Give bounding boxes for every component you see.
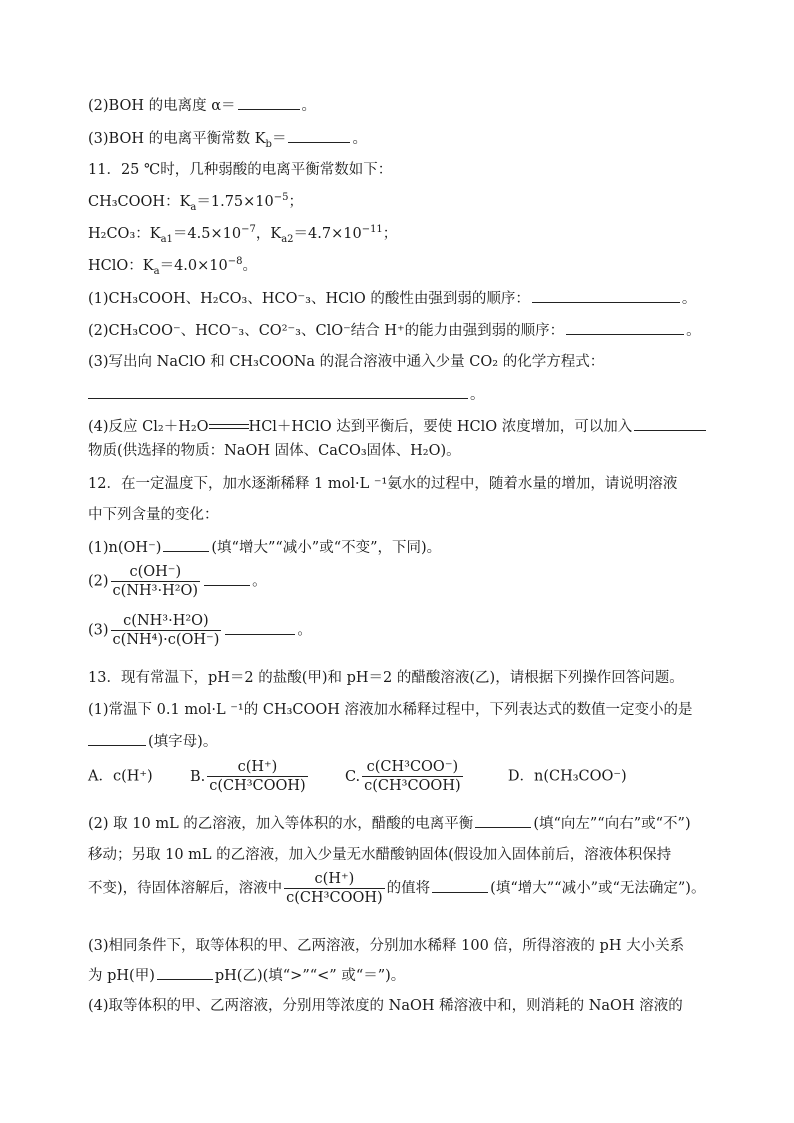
q13-part2-cont: 移动；另取 10 mL 的乙溶液，加入少量无水醋酸钠固体(假设加入固体前后，溶液体积保持	[88, 847, 672, 863]
option-b: B. $\frac{c(H^+)}{\text{c(CH³COOH)}}$	[189, 759, 306, 794]
q13-stem: 13．现有常温下，pH＝2 的盐酸(甲)和 pH＝2 的醋酸溶液(乙)，请根据下列操作回答问题。	[88, 670, 684, 686]
q13-options	[88, 758, 722, 795]
answer-blank[interactable]	[88, 731, 146, 746]
q11-carbonic-ka: H₂CO₃：$K_{a1}=4.5\times 10^{-7}$，$K_{a2}=4.7\times 10^{-11}$；	[88, 224, 398, 245]
answer-blank[interactable]	[634, 416, 706, 431]
q12-part3: (3) $\frac{\text{c(NH³·H²O)}}{\text{c(NH⁴)·c(OH⁻)}}$ 。	[88, 613, 312, 648]
fraction: $\frac{c(H^+)}{\text{c(CH³COOH)}}$	[209, 759, 306, 794]
option-c: C. $\frac{\text{c(CH³COO⁻)}}{\text{c(CH³COOH)}}$	[344, 759, 461, 794]
answer-blank[interactable]	[475, 813, 531, 828]
q11-part1: (1)CH₃COOH、H₂CO₃、HCO⁻₃、HClO 的酸性由强到弱的顺序： 。	[88, 288, 722, 309]
q11-part4-cont: 物质(供选择的物质：NaOH 固体、CaCO₃固体、H₂O)。	[88, 443, 461, 459]
fraction: $\frac{c(OH^-)}{\text{c(NH³·H²O)}}$	[112, 564, 199, 599]
q11-hclo-ka: HClO：$K_a=4.0\times 10^{-8}$。	[88, 256, 257, 277]
answer-blank[interactable]	[88, 384, 468, 399]
q12-stem1: 12．在一定温度下，加水逐渐稀释 1 mol·L ⁻¹氨水的过程中，随着水量的增加，请说明溶液	[88, 476, 678, 492]
answer-blank[interactable]	[566, 320, 684, 335]
q13-part1-cont: (填字母)。	[88, 731, 722, 752]
q13-part3-cont: 为 pH(甲) pH(乙)(填“>”“<” 或“＝”)。	[88, 965, 722, 986]
option-d: D．n(CH₃COO⁻)	[507, 768, 627, 785]
q13-part4: (4)取等体积的甲、乙两溶液，分别用等浓度的 NaOH 稀溶液中和，则消耗的 NaOH 溶液的	[88, 998, 683, 1014]
fraction: $\frac{\text{c(NH³·H²O)}}{\text{c(NH⁴)·c(OH⁻)}}$	[112, 613, 220, 648]
q12-part1: (1)n(OH⁻) (填“增大”“减小”或“不变”，下同)。	[88, 537, 722, 558]
q13-part1: (1)常温下 0.1 mol·L ⁻¹的 CH₃COOH 溶液加水稀释过程中，下列表达式的数值一定变小的是	[88, 702, 693, 718]
q11-part3: (3)写出向 NaClO 和 CH₃COONa 的混合溶液中通入少量 CO₂ 的化学方程式：	[88, 354, 605, 370]
q11-part3-answer: 。	[88, 384, 722, 405]
q10-part3: (3)BOH 的电离平衡常数 $K_b=$ 。	[88, 128, 722, 149]
q13-part3: (3)相同条件下，取等体积的甲、乙两溶液，分别加水稀释 100 倍，所得溶液的 pH 大小关系	[88, 938, 685, 954]
answer-blank[interactable]	[288, 128, 350, 143]
answer-blank[interactable]	[432, 878, 488, 893]
q11-stem: 11．25 ℃时，几种弱酸的电离平衡常数如下：	[88, 162, 393, 178]
equilibrium-arrow-icon	[209, 422, 249, 432]
q11-acetic-ka: CH₃COOH：$K_a=1.75\times 10^{-5}$；	[88, 192, 304, 213]
q12-part2: (2) $\frac{c(OH^-)}{\text{c(NH³·H²O)}}$ 。	[88, 564, 267, 599]
option-a: A．c(H⁺)	[88, 768, 153, 785]
q13-part2: (2) 取 10 mL 的乙溶液，加入等体积的水，醋酸的电离平衡 (填“向左”“向右”或“不”)	[88, 813, 722, 834]
answer-blank[interactable]	[204, 571, 250, 586]
q11-part2: (2)CH₃COO⁻、HCO⁻₃、CO²⁻₃、ClO⁻结合 H⁺的能力由强到弱的顺序： 。	[88, 320, 722, 341]
answer-blank[interactable]	[157, 965, 213, 980]
q10-part2: (2)BOH 的电离度 α＝ 。	[88, 95, 722, 116]
answer-blank[interactable]	[225, 620, 295, 635]
q11-part4: (4)反应 Cl₂＋H₂O HCl＋HClO 达到平衡后，要使 HClO 浓度增加，可以加入	[88, 416, 722, 437]
answer-blank[interactable]	[532, 288, 680, 303]
q13-part2-cont2: 不变)，待固体溶解后，溶液中 $\frac{c(H^+)}{\text{c(CH³COOH)}}$ 的值将 (填“增大”“减小”或“无法确定”)。	[88, 871, 706, 906]
fraction: $\frac{c(H^+)}{\text{c(CH³COOH)}}$	[286, 871, 383, 906]
fraction: $\frac{\text{c(CH³COO⁻)}}{\text{c(CH³COOH)}}$	[364, 759, 461, 794]
answer-blank[interactable]	[238, 95, 300, 110]
answer-blank[interactable]	[163, 537, 209, 552]
q12-stem2: 中下列含量的变化：	[88, 507, 219, 523]
